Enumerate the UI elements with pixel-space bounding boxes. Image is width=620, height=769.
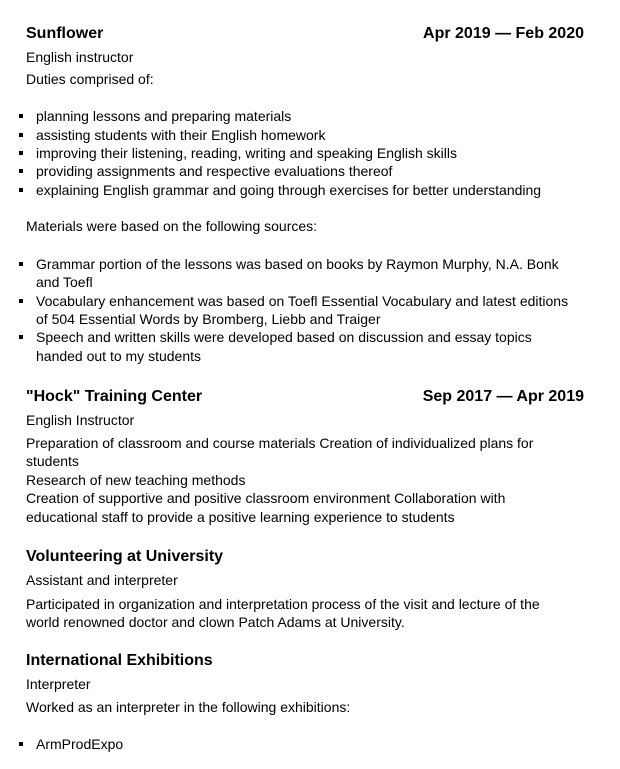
job-role: Assistant and interpreter	[26, 572, 178, 588]
job-role: English Instructor	[26, 412, 135, 428]
bullet-icon	[19, 133, 23, 137]
description-line: students	[26, 453, 79, 470]
job-dates: Apr 2019 — Feb 2020	[423, 25, 584, 42]
materials-intro: Materials were based on the following sources:	[26, 218, 318, 235]
job-header	[26, 546, 584, 568]
company-name: Volunteering at University	[26, 548, 224, 565]
list-item: Speech and written skills were developed based on discussion and essay topics handed out to my students	[26, 328, 584, 365]
list-item: explaining English grammar and going through exercises for better understanding	[26, 181, 584, 199]
bullet-icon	[19, 151, 23, 155]
job-header	[26, 386, 584, 408]
bullet-icon	[19, 335, 23, 339]
materials-list	[26, 255, 584, 365]
job-volunteering	[26, 546, 584, 632]
description-line: Participated in organization and interpretation process of the visit and lecture of the	[26, 595, 540, 612]
job-role: Interpreter	[26, 676, 91, 692]
job-description	[26, 595, 584, 632]
company-name: "Hock" Training Center	[26, 388, 203, 405]
list-item: Grammar portion of the lessons was based on books by Raymon Murphy, N.A. Bonk and Toefl	[26, 255, 584, 292]
job-sunflower	[26, 23, 584, 365]
company-name: International Exhibitions	[26, 652, 213, 669]
job-dates: Sep 2017 — Apr 2019	[422, 388, 584, 405]
list-item: providing assignments and respective evaluations thereof	[26, 162, 584, 180]
bullet-icon	[19, 262, 23, 266]
job-hock-training-center	[26, 386, 584, 527]
job-header	[26, 23, 584, 45]
list-item: planning lessons and preparing materials	[26, 107, 584, 125]
job-role: English instructor	[26, 49, 134, 65]
bullet-icon	[19, 169, 23, 173]
bullet-icon	[19, 299, 23, 303]
job-header	[26, 650, 584, 672]
list-item: ArmProdExpo	[26, 735, 584, 753]
company-name: Sunflower	[26, 25, 104, 42]
bullet-icon	[19, 742, 23, 746]
job-description	[26, 434, 584, 527]
list-item: assisting students with their English homework	[26, 126, 584, 144]
job-international-exhibitions	[26, 650, 584, 754]
duties-intro: Duties comprised of:	[26, 70, 154, 87]
description-line: world renowned doctor and clown Patch Adams at University.	[26, 614, 405, 631]
list-item: improving their listening, reading, writing and speaking English skills	[26, 144, 584, 162]
list-item: Vocabulary enhancement was based on Toefl Essential Vocabulary and latest editions of 504 Essential Words by Bromberg, Liebb and Traiger	[26, 292, 584, 329]
bullet-icon	[19, 188, 23, 192]
description-line: educational staff to provide a positive learning experience to students	[26, 508, 455, 525]
description-line: Preparation of classroom and course materials Creation of individualized plans for	[26, 434, 534, 451]
bullet-icon	[19, 114, 23, 118]
duties-list	[26, 107, 584, 199]
exhibitions-intro: Worked as an interpreter in the following exhibitions:	[26, 698, 351, 715]
description-line: Research of new teaching methods	[26, 471, 246, 488]
description-line: Creation of supportive and positive classroom environment Collaboration with	[26, 490, 506, 507]
exhibitions-list	[26, 735, 584, 753]
